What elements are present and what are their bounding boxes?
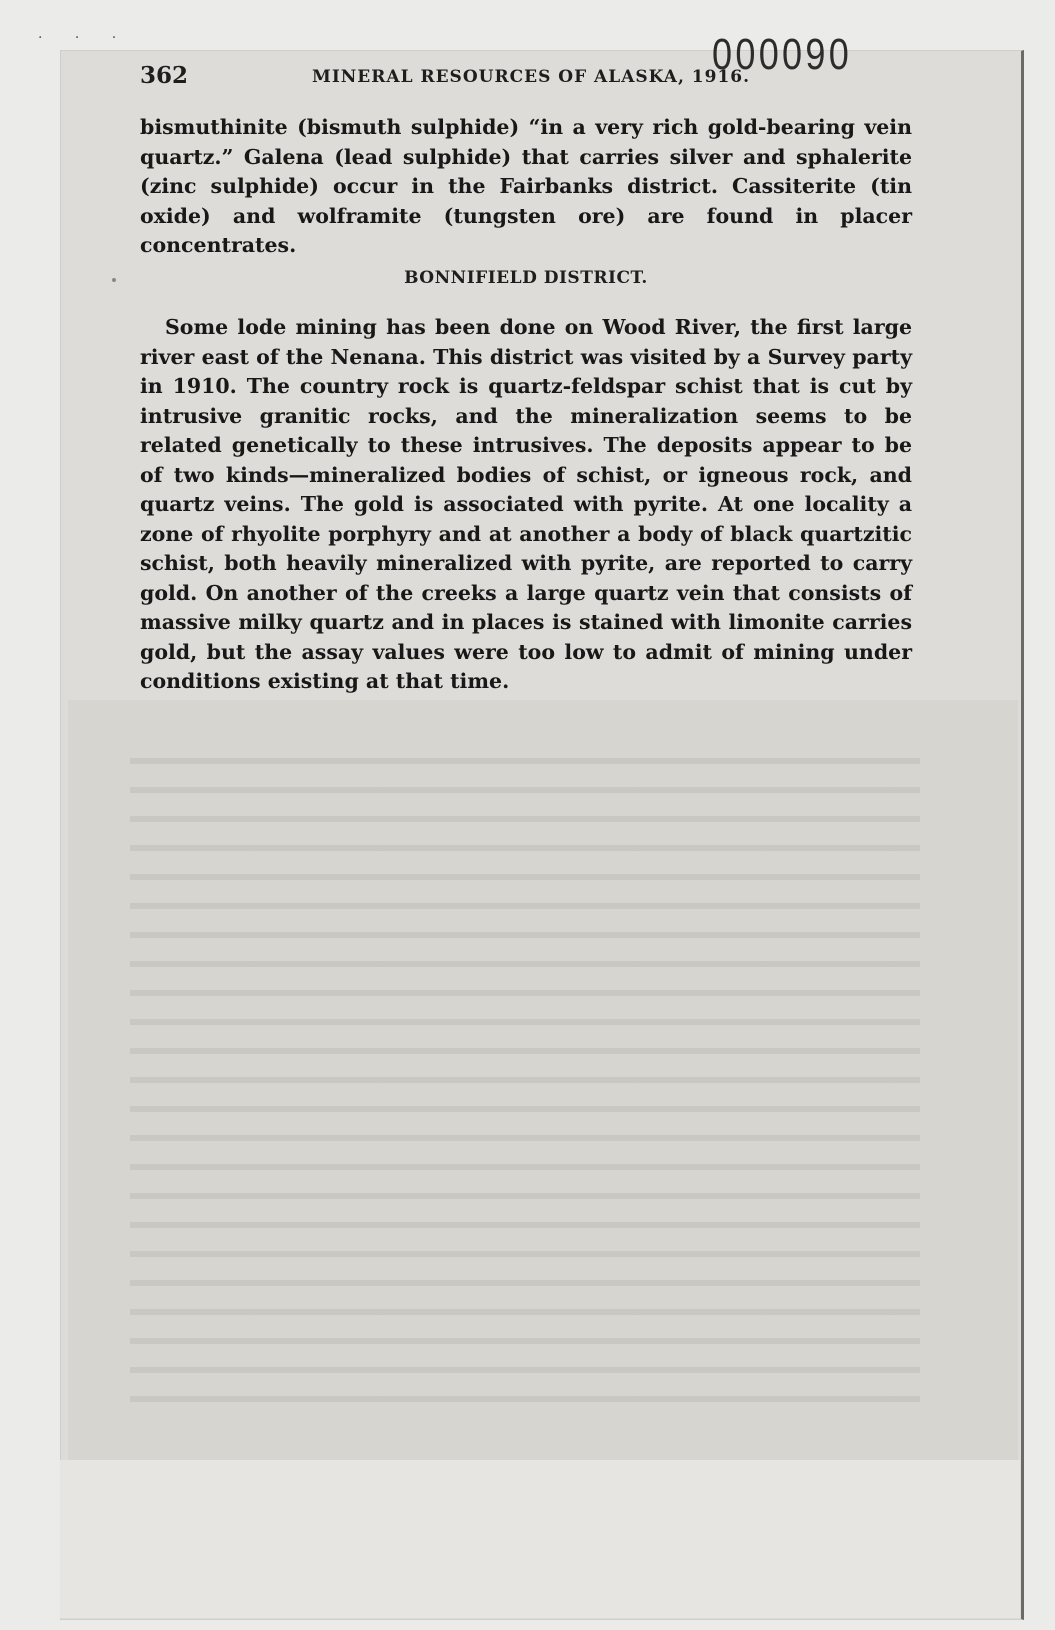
section-heading: BONNIFIELD DISTRICT.	[404, 268, 648, 288]
section-paragraph: Some lode mining has been done on Wood River, the first large river east of the Nenana. This district was visited by a Survey party in 1910. The country rock is quartz-feldspar schist that is cut by intrusive granitic rocks, and the mineralization seems to be related genetically to these intrusives. The deposits appear to be of two kinds—mineralized bodies of schist, or igneous rock, and quartz veins. The gold is associated with pyrite. At one locality a zone of rhyolite porphyry and at another a body of black quartzitic schist, both heavily mineralized with pyrite, are reported to carry gold. On another of the creeks a large quartz vein that consists of massive milky quartz and in places is stained with limonite carries gold, but the assay values were too low to admit of mining under conditions existing at that time.	[140, 315, 912, 693]
bleed-through-lines	[130, 740, 920, 1420]
running-title: MINERAL RESOURCES OF ALASKA, 1916.	[312, 67, 751, 87]
page-header	[140, 62, 920, 98]
scan-speck	[112, 278, 116, 282]
scan-specks: · · ·	[38, 30, 131, 46]
paragraph-continuation: bismuthinite (bismuth sulphide) “in a very rich gold-bearing vein quartz.” Galena (lead sulphide) that carries silver and sphalerite (zinc sulphide) occur in the Fairbanks district. Cassiterite (tin oxide) and wolframite (tungsten ore) are found in placer concentrates.	[140, 115, 912, 257]
page-bottom-margin	[60, 1460, 1020, 1618]
archive-stamp-number: 000090	[712, 30, 853, 79]
page-number: 362	[140, 62, 189, 89]
